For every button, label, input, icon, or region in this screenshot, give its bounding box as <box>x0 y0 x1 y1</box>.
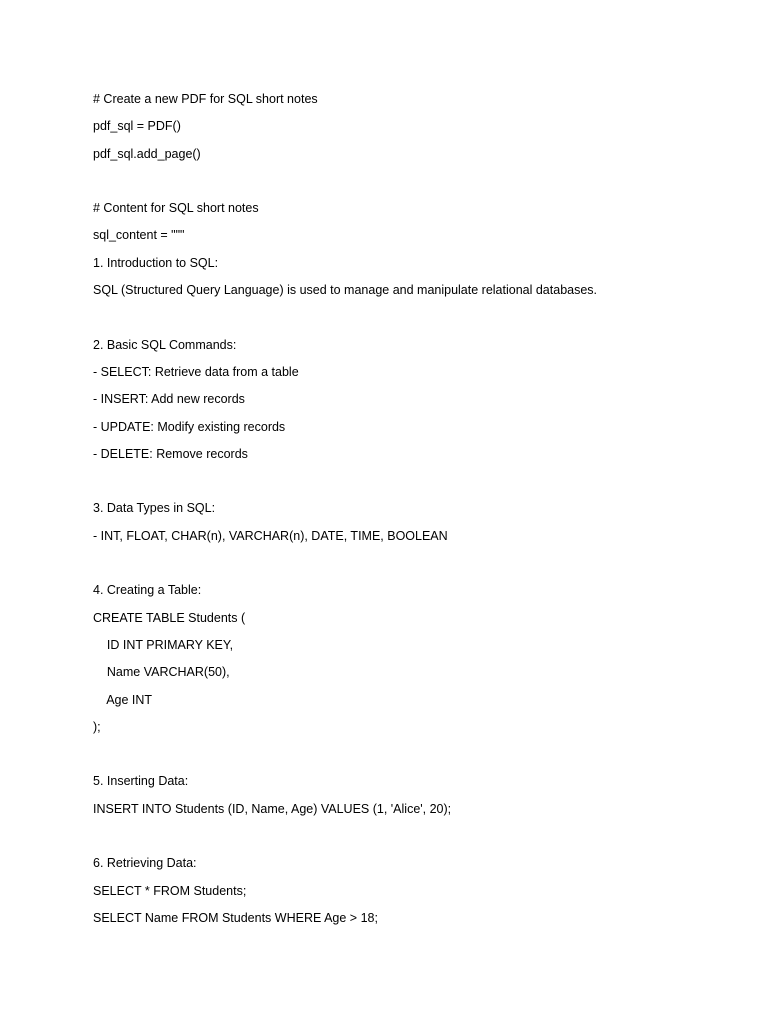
list-item: - DELETE: Remove records <box>93 446 248 461</box>
text-line: # Content for SQL short notes <box>93 201 259 216</box>
code-line: SELECT * FROM Students; <box>93 883 247 898</box>
blank-line <box>93 168 733 195</box>
text-line: pdf_sql = PDF() <box>93 119 181 134</box>
section-heading: 6. Retrieving Data: <box>93 856 197 871</box>
blank-line <box>93 304 733 331</box>
blank-line <box>93 823 733 850</box>
text-line: pdf_sql.add_page() <box>93 146 201 161</box>
code-line: INSERT INTO Students (ID, Name, Age) VALUES (1, 'Alice', 20); <box>93 801 452 816</box>
list-item: - UPDATE: Modify existing records <box>93 419 286 434</box>
code-line: ID INT PRIMARY KEY, <box>93 637 234 652</box>
code-line: ); <box>93 719 101 734</box>
code-line: Name VARCHAR(50), <box>93 665 230 680</box>
section-heading: 3. Data Types in SQL: <box>93 501 216 516</box>
list-item: - SELECT: Retrieve data from a table <box>93 364 299 379</box>
list-item: - INT, FLOAT, CHAR(n), VARCHAR(n), DATE, TIME, BOOLEAN <box>93 528 448 543</box>
list-item: - INSERT: Add new records <box>93 392 245 407</box>
section-heading: 1. Introduction to SQL: <box>93 255 219 270</box>
blank-line <box>93 741 733 768</box>
blank-line <box>93 468 733 495</box>
text-line: SQL (Structured Query Language) is used to manage and manipulate relational databases. <box>93 283 598 298</box>
text-line: sql_content = """ <box>93 228 185 243</box>
text-line: # Create a new PDF for SQL short notes <box>93 92 318 106</box>
code-line: SELECT Name FROM Students WHERE Age > 18; <box>93 910 378 925</box>
section-heading: 4. Creating a Table: <box>93 583 202 598</box>
section-heading: 5. Inserting Data: <box>93 774 189 789</box>
code-line: CREATE TABLE Students ( <box>93 610 246 625</box>
code-line: Age INT <box>93 692 153 707</box>
section-heading: 2. Basic SQL Commands: <box>93 337 237 352</box>
document-body <box>93 86 733 932</box>
blank-line <box>93 550 733 577</box>
